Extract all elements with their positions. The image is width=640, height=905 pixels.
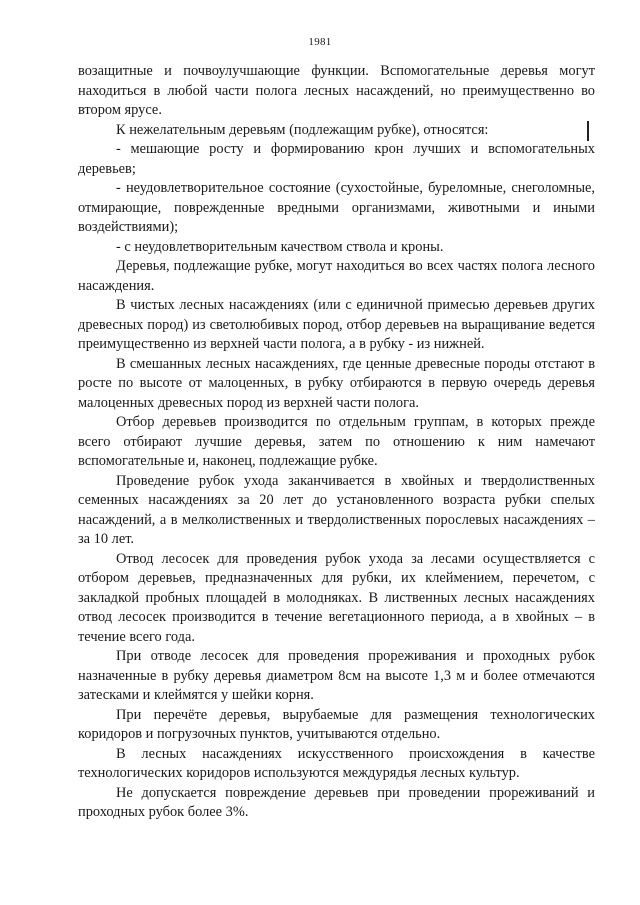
paragraph: В лесных насаждениях искусственного происхождения в качестве технологических коридоров используются междурядья лесных культур. xyxy=(78,745,595,781)
paragraph: При отводе лесосек для проведения прореживания и проходных рубок назначенные в рубку деревья диаметром 8см на высоте 1,3 м и более отмечаются затесками и клеймятся у шейки корня. xyxy=(78,648,595,703)
paragraph: В смешанных лесных насаждениях, где ценные древесные породы отстают в росте по высоте от малоценных, в рубку отбираются в первую очередь деревья малоценных древесных пород из верхней части полога. xyxy=(78,355,595,411)
page-number: 1981 xyxy=(308,36,332,48)
paragraph: - с неудовлетворительным качеством ствола и кроны. xyxy=(116,238,444,255)
paragraph: Отвод лесосек для проведения рубок ухода за лесами осуществляется с отбором деревьев, предназначенных для рубки, их клеймением, перечетом, с закладкой пробных площадей в молодняках. В лиственных лесных насаждениях отвод лесосек производится в течение вегетационного периода, а в хвойных – в течение всего года. xyxy=(78,550,595,645)
paragraph: Деревья, подлежащие рубке, могут находиться во всех частях полога лесного насаждения. xyxy=(78,258,595,294)
paragraph: возащитные и почвоулучшающие функции. Вспомогательные деревья могут находиться в любой части полога лесных насаждений, но преимущественно во втором ярусе. xyxy=(78,63,595,118)
paragraph: При перечёте деревья, вырубаемые для размещения технологических коридоров и погрузочных пунктов, учитываются отдельно. xyxy=(78,706,595,742)
paragraph: Отбор деревьев производится по отдельным группам, в которых прежде всего отбирают лучшие деревья, затем по отношению к ним намечают вспомогательные и, наконец, подлежащие рубке. xyxy=(78,414,595,469)
document-body xyxy=(78,62,595,823)
paragraph: В чистых лесных насаждениях (или с единичной примесью деревьев других древесных пород) из светолюбивых пород, отбор деревьев на выращивание ведется преимущественно из верхней части полога, а в рубку - из нижней. xyxy=(78,297,595,352)
text-cursor xyxy=(587,121,589,141)
paragraph: Проведение рубок ухода заканчивается в хвойных и твердолиственных семенных насаждениях за 20 лет до установленного возраста рубки спелых насаждений, а в мелколиственных и твердолиственных порослевых насаждениях – за 10 лет. xyxy=(78,472,595,547)
paragraph: - мешающие росту и формированию крон лучших и вспомогательных деревьев; xyxy=(78,141,595,177)
paragraph: Не допускается повреждение деревьев при проведении прореживаний и проходных рубок более 3%. xyxy=(78,784,595,820)
paragraph: - неудовлетворительное состояние (сухостойные, буреломные, снеголомные, отмирающие, поврежденные вредными организмами, животными и иными воздействиями); xyxy=(78,180,595,235)
paragraph: К нежелательным деревьям (подлежащим рубке), относятся: xyxy=(116,121,489,138)
